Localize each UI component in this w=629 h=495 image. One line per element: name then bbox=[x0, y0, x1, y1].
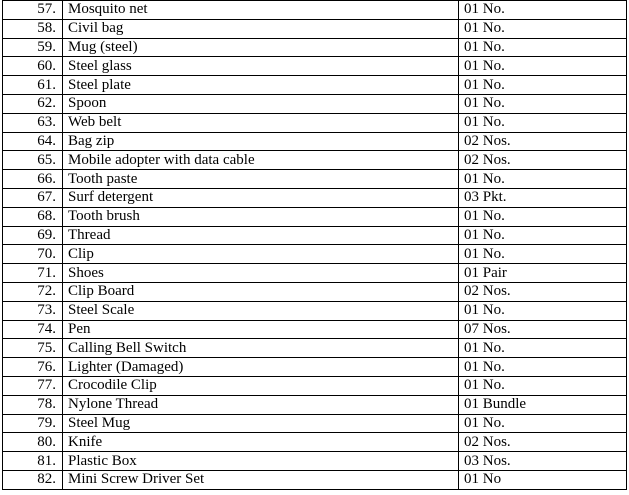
item-name-cell: Nylone Thread bbox=[63, 395, 459, 414]
quantity-cell: 03 Pkt. bbox=[459, 188, 627, 207]
serial-number-cell: 77. bbox=[3, 376, 63, 395]
table-row bbox=[3, 188, 627, 207]
quantity-cell: 01 No. bbox=[459, 339, 627, 358]
serial-number-cell: 72. bbox=[3, 282, 63, 301]
quantity-cell: 01 No. bbox=[459, 245, 627, 264]
item-name-cell: Bag zip bbox=[63, 132, 459, 151]
serial-number-cell: 58. bbox=[3, 19, 63, 38]
serial-number-cell: 69. bbox=[3, 226, 63, 245]
quantity-cell: 01 No. bbox=[459, 226, 627, 245]
table-row bbox=[3, 207, 627, 226]
table-row bbox=[3, 339, 627, 358]
item-name-cell: Crocodile Clip bbox=[63, 376, 459, 395]
quantity-cell: 01 No. bbox=[459, 113, 627, 132]
quantity-cell: 01 Bundle bbox=[459, 395, 627, 414]
table-row bbox=[3, 433, 627, 452]
item-name-cell: Mosquito net bbox=[63, 1, 459, 20]
quantity-cell: 01 No. bbox=[459, 358, 627, 377]
quantity-cell: 01 No. bbox=[459, 57, 627, 76]
serial-number-cell: 62. bbox=[3, 94, 63, 113]
item-name-cell: Lighter (Damaged) bbox=[63, 358, 459, 377]
table-row bbox=[3, 226, 627, 245]
item-name-cell: Knife bbox=[63, 433, 459, 452]
quantity-cell: 03 Nos. bbox=[459, 452, 627, 471]
item-name-cell: Steel glass bbox=[63, 57, 459, 76]
serial-number-cell: 81. bbox=[3, 452, 63, 471]
inventory-document bbox=[2, 0, 626, 490]
item-name-cell: Steel plate bbox=[63, 76, 459, 95]
item-name-cell: Tooth brush bbox=[63, 207, 459, 226]
item-name-cell: Mobile adopter with data cable bbox=[63, 151, 459, 170]
item-name-cell: Tooth paste bbox=[63, 170, 459, 189]
serial-number-cell: 70. bbox=[3, 245, 63, 264]
table-row bbox=[3, 132, 627, 151]
table-row bbox=[3, 1, 627, 20]
item-name-cell: Thread bbox=[63, 226, 459, 245]
serial-number-cell: 65. bbox=[3, 151, 63, 170]
serial-number-cell: 78. bbox=[3, 395, 63, 414]
serial-number-cell: 57. bbox=[3, 1, 63, 20]
table-row bbox=[3, 151, 627, 170]
quantity-cell: 01 No. bbox=[459, 207, 627, 226]
item-name-cell: Mini Screw Driver Set bbox=[63, 470, 459, 489]
serial-number-cell: 66. bbox=[3, 170, 63, 189]
table-row bbox=[3, 376, 627, 395]
table-row bbox=[3, 170, 627, 189]
table-row bbox=[3, 113, 627, 132]
serial-number-cell: 80. bbox=[3, 433, 63, 452]
item-name-cell: Mug (steel) bbox=[63, 38, 459, 57]
table-row bbox=[3, 320, 627, 339]
table-row bbox=[3, 245, 627, 264]
item-name-cell: Calling Bell Switch bbox=[63, 339, 459, 358]
serial-number-cell: 76. bbox=[3, 358, 63, 377]
table-row bbox=[3, 19, 627, 38]
item-name-cell: Surf detergent bbox=[63, 188, 459, 207]
table-row bbox=[3, 38, 627, 57]
serial-number-cell: 60. bbox=[3, 57, 63, 76]
serial-number-cell: 64. bbox=[3, 132, 63, 151]
serial-number-cell: 79. bbox=[3, 414, 63, 433]
quantity-cell: 02 Nos. bbox=[459, 282, 627, 301]
item-name-cell: Clip Board bbox=[63, 282, 459, 301]
inventory-table bbox=[2, 0, 627, 490]
table-row bbox=[3, 395, 627, 414]
quantity-cell: 01 No. bbox=[459, 301, 627, 320]
table-row bbox=[3, 452, 627, 471]
quantity-cell: 01 No. bbox=[459, 376, 627, 395]
item-name-cell: Spoon bbox=[63, 94, 459, 113]
item-name-cell: Civil bag bbox=[63, 19, 459, 38]
item-name-cell: Plastic Box bbox=[63, 452, 459, 471]
item-name-cell: Steel Mug bbox=[63, 414, 459, 433]
item-name-cell: Pen bbox=[63, 320, 459, 339]
table-row bbox=[3, 301, 627, 320]
quantity-cell: 01 No bbox=[459, 470, 627, 489]
quantity-cell: 02 Nos. bbox=[459, 433, 627, 452]
table-row bbox=[3, 414, 627, 433]
serial-number-cell: 75. bbox=[3, 339, 63, 358]
table-row bbox=[3, 282, 627, 301]
table-row bbox=[3, 358, 627, 377]
serial-number-cell: 61. bbox=[3, 76, 63, 95]
quantity-cell: 01 No. bbox=[459, 1, 627, 20]
quantity-cell: 01 No. bbox=[459, 38, 627, 57]
serial-number-cell: 59. bbox=[3, 38, 63, 57]
table-row bbox=[3, 94, 627, 113]
inventory-table-body bbox=[3, 1, 627, 490]
item-name-cell: Web belt bbox=[63, 113, 459, 132]
quantity-cell: 02 Nos. bbox=[459, 132, 627, 151]
table-row bbox=[3, 470, 627, 489]
quantity-cell: 01 No. bbox=[459, 94, 627, 113]
quantity-cell: 01 Pair bbox=[459, 264, 627, 283]
serial-number-cell: 67. bbox=[3, 188, 63, 207]
quantity-cell: 01 No. bbox=[459, 19, 627, 38]
serial-number-cell: 82. bbox=[3, 470, 63, 489]
serial-number-cell: 73. bbox=[3, 301, 63, 320]
quantity-cell: 07 Nos. bbox=[459, 320, 627, 339]
item-name-cell: Shoes bbox=[63, 264, 459, 283]
item-name-cell: Steel Scale bbox=[63, 301, 459, 320]
serial-number-cell: 68. bbox=[3, 207, 63, 226]
table-row bbox=[3, 57, 627, 76]
serial-number-cell: 74. bbox=[3, 320, 63, 339]
quantity-cell: 01 No. bbox=[459, 76, 627, 95]
quantity-cell: 01 No. bbox=[459, 414, 627, 433]
table-row bbox=[3, 264, 627, 283]
quantity-cell: 01 No. bbox=[459, 170, 627, 189]
serial-number-cell: 71. bbox=[3, 264, 63, 283]
quantity-cell: 02 Nos. bbox=[459, 151, 627, 170]
item-name-cell: Clip bbox=[63, 245, 459, 264]
table-row bbox=[3, 76, 627, 95]
serial-number-cell: 63. bbox=[3, 113, 63, 132]
